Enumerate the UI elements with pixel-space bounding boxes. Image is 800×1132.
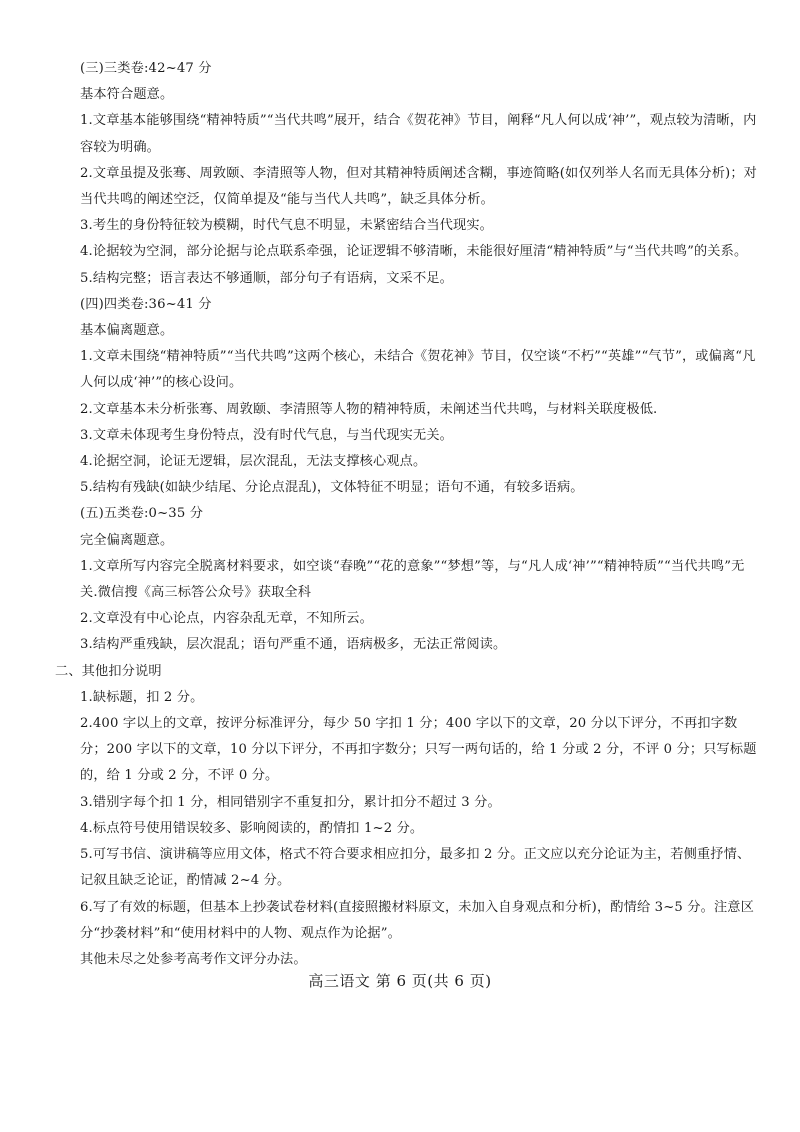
section-heading-grade-4: (四)四类卷:36~41 分 <box>80 296 212 312</box>
grade-3-item-4: 4.论据较为空洞，部分论据与论点联系牵强，论证逻辑不够清晰，未能很好厘清“精神特质”与“当代共鸣”的关系。 <box>80 244 748 260</box>
grade-4-item-2: 2.文章基本未分析张骞、周敦颐、李清照等人物的精神特质，未阐述当代共鸣，与材料关联度极低. <box>80 401 658 417</box>
section-heading-grade-3: (三)三类卷:42~47 分 <box>80 61 212 76</box>
deduction-item-1: 1.缺标题，扣 2 分。 <box>80 689 204 705</box>
grade-3-item-1: 1.文章基本能够围绕“精神特质”“当代共鸣”展开，结合《贺花神》节目，阐释“凡人何以成‘神’”，观点较为清晰，内容较为明确。 <box>80 113 757 155</box>
section-heading-deductions: 二、其他扣分说明 <box>55 663 162 679</box>
deduction-item-5: 5.可写书信、演讲稿等应用文体，格式不符合要求相应扣分，最多扣 2 分。正文应以充分论证为主，若侧重抒情、记叙且缺乏论证，酌情减 2~4 分。 <box>80 847 751 889</box>
grade-4-summary: 基本偏离题意。 <box>80 323 174 339</box>
grade-5-item-2: 2.文章没有中心论点，内容杂乱无章，不知所云。 <box>80 611 373 627</box>
closing-note: 其他未尽之处参考高考作文评分办法。 <box>80 951 307 967</box>
document-body <box>55 56 760 973</box>
grade-4-item-5: 5.结构有残缺(如缺少结尾、分论点混乱)，文体特征不明显；语句不通，有较多语病。 <box>80 480 584 496</box>
section-heading-grade-5: (五)五类卷:0~35 分 <box>80 506 204 522</box>
deduction-item-3: 3.错别字每个扣 1 分，相同错别字不重复扣分，累计扣分不超过 3 分。 <box>80 794 501 810</box>
grade-3-item-5: 5.结构完整；语言表达不够通顺，部分句子有语病，文采不足。 <box>80 270 453 286</box>
page-footer: 高三语文 第 6 页(共 6 页) <box>308 972 492 990</box>
deduction-item-2: 2.400 字以上的文章，按评分标准评分，每少 50 字扣 1 分；400 字以下的文章，20 分以下评分，不再扣字数分；200 字以下的文章，10 分以下评分，不再扣字数分；只写一两句话的，给 1 分或 2 分，不评 0 分；只写标题的，给 1 分或 2 分，不评 0 分。 <box>80 716 757 784</box>
grade-3-item-3: 3.考生的身份特征较为模糊，时代气息不明显，未紧密结合当代现实。 <box>80 218 494 234</box>
grade-4-item-1: 1.文章未围绕“精神特质”“当代共鸣”这两个核心，未结合《贺花神》节目，仅空谈“不朽”“英雄”“气节”，或偏离“凡人何以成‘神’”的核心设问。 <box>80 349 756 391</box>
deduction-item-4: 4.标点符号使用错误较多、影响阅读的，酌情扣 1~2 分。 <box>80 820 424 836</box>
grade-5-item-1: 1.文章所写内容完全脱离材料要求，如空谈“春晚”“花的意象”“梦想”等，与“凡人成‘神’”“精神特质”“当代共鸣”无关.微信搜《高三标答公众号》获取全科 <box>80 558 745 601</box>
grade-5-summary: 完全偏离题意。 <box>80 532 174 548</box>
grade-5-item-3: 3.结构严重残缺，层次混乱；语句严重不通，语病极多，无法正常阅读。 <box>80 637 507 653</box>
grade-3-summary: 基本符合题意。 <box>80 87 174 103</box>
deduction-item-6: 6.写了有效的标题，但基本上抄袭试卷材料(直接照搬材料原文，未加入自身观点和分析)，酌情给 3~5 分。注意区分“抄袭材料”和“使用材料中的人物、观点作为论据”。 <box>80 899 754 941</box>
grade-4-item-3: 3.文章未体现考生身份特点，没有时代气息，与当代现实无关。 <box>80 427 453 443</box>
grade-3-item-2: 2.文章虽提及张骞、周敦颐、李清照等人物，但对其精神特质阐述含糊，事迹简略(如仅列举人名而无具体分析)；对当代共鸣的阐述空泛，仅简单提及“能与当代人共鸣”，缺乏具体分析。 <box>80 165 758 208</box>
grade-4-item-4: 4.论据空洞，论证无逻辑，层次混乱，无法支撑核心观点。 <box>80 454 427 470</box>
